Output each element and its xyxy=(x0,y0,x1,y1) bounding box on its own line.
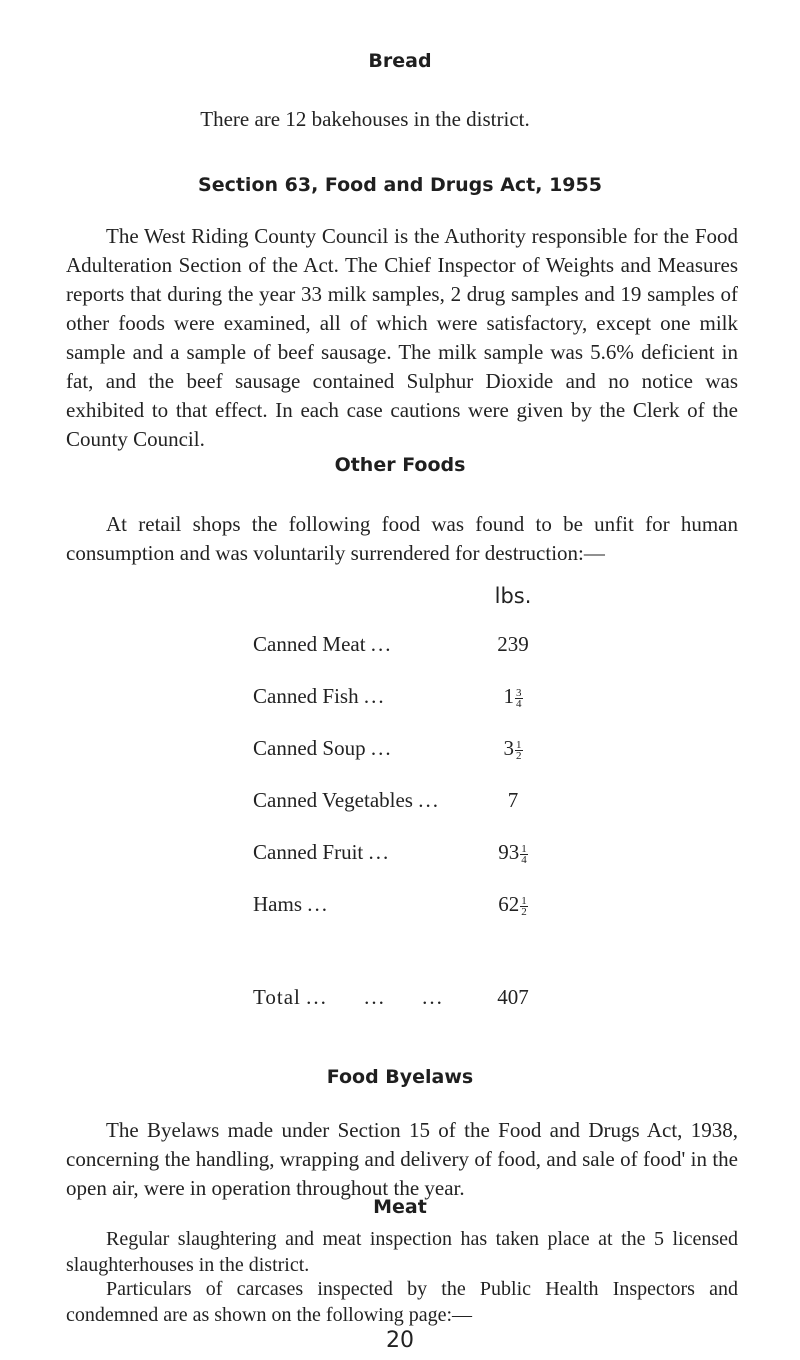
item-value: 1 $\frac{3}{4}$ xyxy=(503,684,522,710)
table-row xyxy=(253,892,553,922)
item-name: Canned Soup xyxy=(253,736,366,760)
page-number: 20 xyxy=(386,1328,414,1353)
leader-dots: ... xyxy=(370,736,393,760)
item-value: 62 $\frac{1}{2}$ xyxy=(498,892,527,918)
meat-heading: Meat xyxy=(373,1196,427,1218)
item-name: Canned Meat xyxy=(253,632,366,656)
leader-dots: ... xyxy=(370,632,393,656)
total-row: Total ... ... ... 407 xyxy=(253,985,553,1015)
bread-text: There are 12 bakehouses in the district. xyxy=(200,107,530,131)
other-foods-heading: Other Foods xyxy=(334,454,466,476)
leader-dots: ... xyxy=(363,684,386,708)
table-row xyxy=(253,736,553,766)
item-name: Canned Fish xyxy=(253,684,359,708)
item-value: 93 $\frac{1}{4}$ xyxy=(498,840,527,866)
table-row xyxy=(253,788,553,818)
item-value: 3 $\frac{1}{2}$ xyxy=(503,736,522,762)
byelaws-paragraph: The Byelaws made under Section 15 of the Food and Drugs Act, 1938, concerning the handling, wrapping and delivery of food, and sale of food' in the open air, were in operation throughout the year. xyxy=(66,1118,738,1200)
other-foods-paragraph: At retail shops the following food was found to be unfit for human consumption and was voluntarily surrendered for destruction:— xyxy=(66,512,738,565)
bread-heading: Bread xyxy=(368,50,432,72)
section63-paragraph: The West Riding County Council is the Authority responsible for the Food Adulteration Section of the Act. The Chief Inspector of Weights and Measures reports that during the year 33 milk samples, 2 drug samples and 19 samples of other foods were examined, all of which were satisfactory, except one milk sample and a sample of beef sausage. The milk sample was 5.6% deficient in fat, and the beef sausage contained Sulphur Dioxide and no notice was exhibited to that effect. In each case cautions were given by the Clerk of the County Council. xyxy=(66,224,738,451)
item-name: Hams xyxy=(253,892,302,916)
leader-dots: ... xyxy=(368,840,391,864)
item-name: Canned Vegetables xyxy=(253,788,413,812)
total-label: Total xyxy=(253,985,301,1009)
table-row xyxy=(253,684,553,714)
table-row xyxy=(253,632,553,662)
item-value: 7 xyxy=(507,788,519,812)
byelaws-heading: Food Byelaws xyxy=(326,1066,474,1088)
item-name: Canned Fruit xyxy=(253,840,364,864)
section63-heading: Section 63, Food and Drugs Act, 1955 xyxy=(198,174,602,196)
meat-paragraph-1: Regular slaughtering and meat inspection has taken place at the 5 licensed slaughterhouses in the district. xyxy=(66,1228,738,1276)
table-row xyxy=(253,840,553,870)
leader-dots: ... xyxy=(307,892,329,916)
meat-paragraph-2: Particulars of carcases inspected by the Public Health Inspectors and condemned are as shown on the following page:— xyxy=(66,1278,738,1326)
leader-dots: ... xyxy=(418,788,440,812)
unit-label: lbs. xyxy=(494,584,532,608)
total-value: 407 xyxy=(497,985,529,1009)
item-value: 239 xyxy=(497,632,529,656)
